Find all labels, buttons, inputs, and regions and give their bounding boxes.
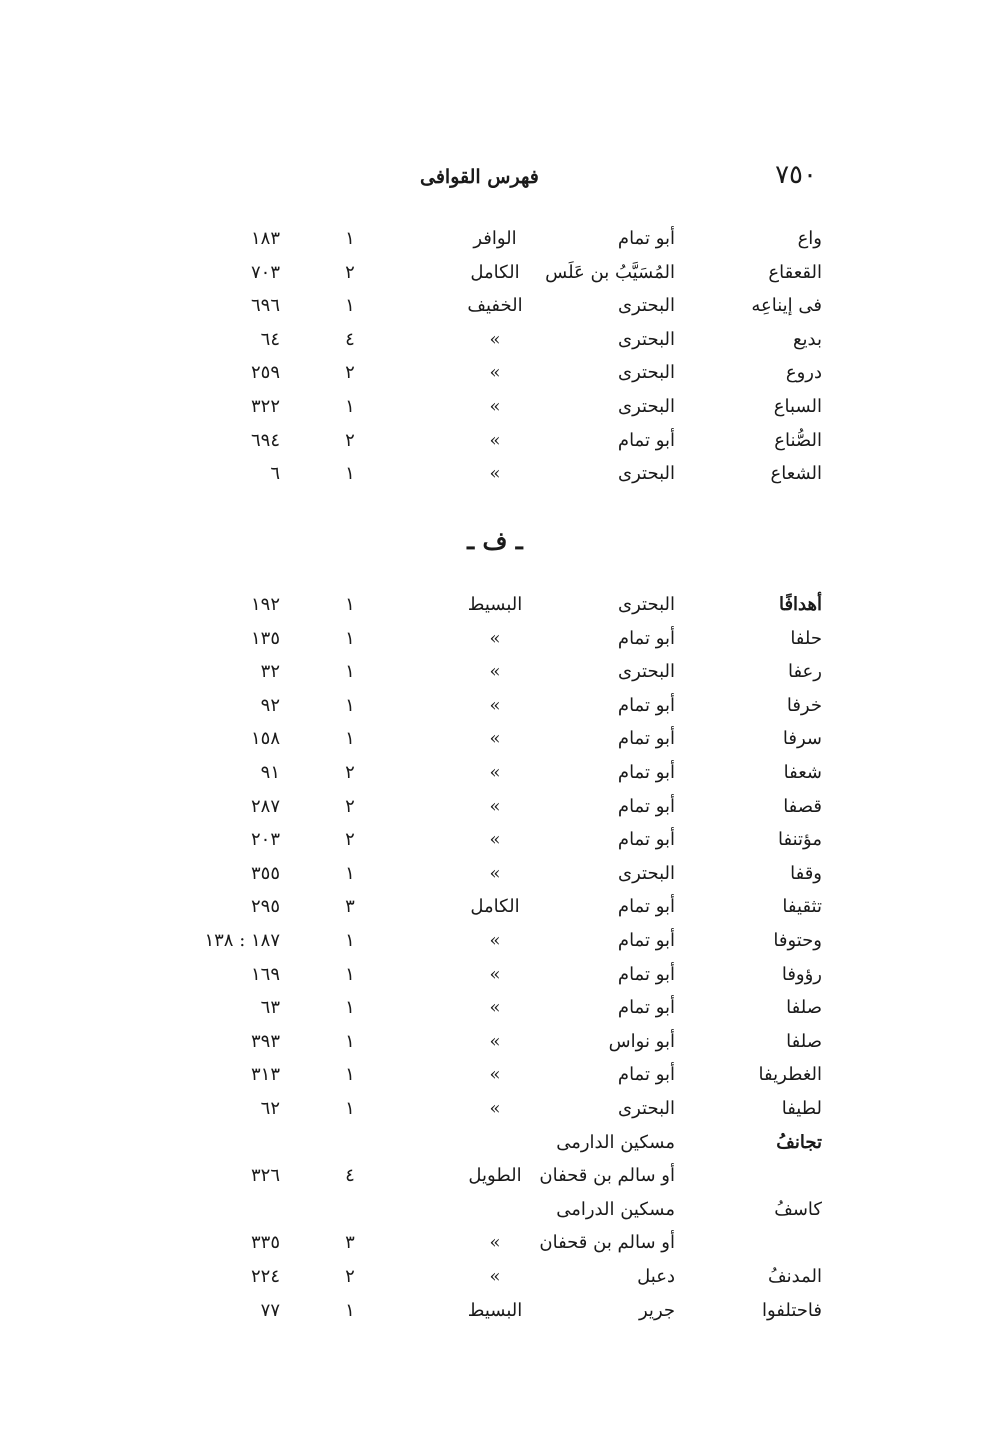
poet-cell: البحترى	[618, 594, 675, 615]
count-cell: ١	[345, 930, 355, 951]
rhyme-cell: صلفا	[786, 1030, 822, 1052]
index-row	[0, 829, 1005, 863]
index-row	[0, 1165, 1005, 1199]
meter-cell: »	[489, 463, 501, 485]
index-row	[0, 430, 1005, 464]
index-row	[0, 1232, 1005, 1266]
meter-cell: الكامل	[470, 261, 520, 283]
poet-cell: أبو تمام	[617, 762, 675, 783]
page-ref-cell: ٣٢	[260, 661, 280, 683]
index-row	[0, 1031, 1005, 1065]
page-ref-cell: ٦٤	[260, 328, 280, 350]
meter-cell: »	[489, 694, 501, 716]
poet-cell: البحترى	[618, 328, 675, 350]
index-row	[0, 1199, 1005, 1233]
page-ref-cell: ٦٩٤	[250, 429, 280, 451]
rhyme-cell: الصُّناع	[774, 429, 822, 451]
index-row	[0, 896, 1005, 930]
page-ref-cell: ٧٠٣	[250, 261, 280, 283]
index-row	[0, 463, 1005, 497]
poet-cell: البحترى	[618, 661, 675, 683]
poet-cell: المُسَيَّبُ بن عَلَس	[545, 261, 675, 283]
page-ref-cell: ٣٢٢	[250, 396, 280, 417]
page-ref-cell: ٢٢٤	[250, 1266, 280, 1287]
rhyme-cell: شعفا	[783, 762, 822, 783]
poet-cell: البحترى	[618, 862, 675, 884]
poet-cell: مسكين الدارمى	[556, 1131, 675, 1153]
count-cell: ١	[345, 1299, 355, 1321]
poet-cell: جرير	[639, 1299, 675, 1321]
count-cell: ١	[345, 963, 355, 985]
index-row	[0, 1300, 1005, 1334]
index-row	[0, 1132, 1005, 1166]
meter-cell: »	[489, 762, 501, 783]
poet-cell: البحترى	[618, 396, 675, 417]
index-row	[0, 762, 1005, 796]
index-row	[0, 295, 1005, 329]
meter-cell: الطويل	[468, 1165, 522, 1187]
count-cell: ٢	[345, 429, 355, 451]
poet-cell: أبو تمام	[617, 694, 675, 716]
index-row	[0, 628, 1005, 662]
poet-cell: دعبل	[637, 1266, 675, 1287]
meter-cell: »	[489, 1030, 501, 1052]
poet-cell: أبو تمام	[617, 829, 675, 851]
count-cell: ١	[345, 728, 355, 750]
page-ref-cell: ٦	[270, 463, 280, 485]
poet-cell: أو سالم بن قحفان	[539, 1165, 675, 1187]
count-cell: ٣	[345, 1232, 355, 1254]
rhyme-cell: الشعاع	[770, 463, 822, 485]
meter-cell: »	[489, 1232, 501, 1254]
rhyme-cell: أهدافًا	[778, 594, 822, 615]
meter-cell: البسيط	[467, 1299, 523, 1321]
rhyme-cell: الغطريفا	[758, 1064, 822, 1086]
meter-cell: البسيط	[467, 594, 523, 615]
index-row	[0, 228, 1005, 262]
meter-cell: »	[489, 930, 501, 951]
count-cell: ١	[345, 228, 355, 249]
page-ref-cell: ٢٩٥	[250, 896, 280, 918]
rhyme-cell: رؤوفا	[781, 963, 822, 985]
count-cell: ١	[345, 1098, 355, 1119]
count-cell: ١	[345, 997, 355, 1019]
count-cell: ١	[345, 594, 355, 615]
meter-cell: »	[489, 862, 501, 884]
count-cell: ١	[345, 463, 355, 485]
poet-cell: أبو نواس	[608, 1030, 675, 1052]
poet-cell: البحترى	[618, 295, 675, 317]
count-cell: ١	[345, 627, 355, 649]
count-cell: ٢	[345, 795, 355, 817]
count-cell: ٢	[345, 1266, 355, 1287]
count-cell: ١	[345, 1030, 355, 1052]
rhyme-cell: رعفا	[787, 661, 822, 683]
index-row	[0, 594, 1005, 628]
rhyme-cell: المدنفُ	[768, 1266, 822, 1287]
page-ref-cell: ٢٠٣	[250, 829, 280, 851]
page-ref-cell: ٦٣	[260, 997, 280, 1019]
rhyme-cell: القعقاع	[768, 261, 822, 283]
meter-cell: »	[489, 429, 501, 451]
rhyme-cell: تثقيفا	[782, 896, 822, 918]
page-ref-cell: ١٨٧ : ١٣٨	[204, 930, 280, 951]
index-row	[0, 329, 1005, 363]
page-ref-cell: ٢٥٩	[250, 362, 280, 384]
page-ref-cell: ٧٧	[260, 1299, 280, 1321]
index-row	[0, 262, 1005, 296]
page-header	[0, 160, 1005, 200]
rhyme-cell: سرفا	[782, 728, 822, 750]
poet-cell: أبو تمام	[617, 627, 675, 649]
count-cell: ٣	[345, 896, 355, 918]
page-ref-cell: ٣٥٥	[250, 862, 280, 884]
rhyme-cell: وحتوفا	[773, 930, 822, 951]
page-ref-cell: ٣٢٦	[250, 1165, 280, 1187]
rhyme-cell: كاسفُ	[774, 1198, 822, 1220]
running-title: فهرس القوافى	[420, 166, 539, 188]
page-ref-cell: ٩١	[260, 762, 280, 783]
poet-cell: أو سالم بن قحفان	[539, 1232, 675, 1254]
count-cell: ١	[345, 661, 355, 683]
meter-cell: »	[489, 661, 501, 683]
meter-cell: »	[489, 627, 501, 649]
meter-cell: »	[489, 997, 501, 1019]
section-heading-fa: ـ ف ـ	[467, 526, 523, 555]
index-row	[0, 661, 1005, 695]
rhyme-cell: واع	[797, 228, 822, 249]
count-cell: ١	[345, 396, 355, 417]
index-row	[0, 362, 1005, 396]
rhyme-cell: مؤتنفا	[778, 829, 822, 851]
count-cell: ٢	[345, 762, 355, 783]
poet-cell: أبو تمام	[617, 930, 675, 951]
poet-cell: البحترى	[618, 362, 675, 384]
meter-cell: »	[489, 795, 501, 817]
count-cell: ٤	[345, 1165, 355, 1187]
poet-cell: أبو تمام	[617, 896, 675, 918]
page-ref-cell: ١٥٨	[250, 728, 280, 750]
count-cell: ٢	[345, 829, 355, 851]
rhyme-cell: لطيفا	[781, 1098, 822, 1119]
count-cell: ٢	[345, 362, 355, 384]
count-cell: ١	[345, 862, 355, 884]
index-row	[0, 997, 1005, 1031]
meter-cell: »	[489, 1266, 501, 1287]
poet-cell: أبو تمام	[617, 795, 675, 817]
meter-cell: »	[489, 963, 501, 985]
rhyme-cell: حلفا	[790, 627, 822, 649]
rhyme-cell: فى إيناعِه	[751, 295, 822, 317]
meter-cell: »	[489, 1098, 501, 1119]
page-ref-cell: ٣٩٣	[250, 1030, 280, 1052]
poet-cell: أبو تمام	[617, 429, 675, 451]
index-row	[0, 695, 1005, 729]
count-cell: ١	[345, 694, 355, 716]
rhyme-cell: خرفا	[786, 694, 822, 716]
meter-cell: الخفيف	[467, 295, 523, 317]
meter-cell: الوافر	[473, 228, 517, 249]
page-ref-cell: ٦٩٦	[250, 295, 280, 317]
page-number: ٧٥٠	[775, 160, 817, 190]
index-row	[0, 1064, 1005, 1098]
poet-cell: أبو تمام	[617, 997, 675, 1019]
count-cell: ٤	[345, 328, 355, 350]
poet-cell: أبو تمام	[617, 728, 675, 750]
rhyme-cell: بديع	[792, 328, 822, 350]
poet-cell: البحترى	[618, 463, 675, 485]
index-row	[0, 396, 1005, 430]
count-cell: ٢	[345, 261, 355, 283]
rhyme-cell: دروع	[785, 362, 822, 384]
meter-cell: »	[489, 328, 501, 350]
index-row	[0, 796, 1005, 830]
rhyme-cell: فاحتلفوا	[761, 1299, 822, 1321]
index-row	[0, 964, 1005, 998]
page-ref-cell: ٣٣٥	[250, 1232, 280, 1254]
rhyme-cell: السباع	[773, 396, 822, 417]
page-ref-cell: ٣١٣	[250, 1064, 280, 1086]
meter-cell: »	[489, 396, 501, 417]
index-row	[0, 728, 1005, 762]
rhyme-cell: صلفا	[786, 997, 822, 1019]
index-row	[0, 1098, 1005, 1132]
page-ref-cell: ٢٨٧	[250, 795, 280, 817]
poet-cell: البحترى	[618, 1098, 675, 1119]
rhyme-cell: قصفا	[783, 795, 822, 817]
index-row	[0, 863, 1005, 897]
meter-cell: »	[489, 728, 501, 750]
meter-cell: »	[489, 829, 501, 851]
page-ref-cell: ١٨٣	[250, 228, 280, 249]
meter-cell: »	[489, 1064, 501, 1086]
count-cell: ١	[345, 1064, 355, 1086]
page-ref-cell: ١٣٥	[250, 627, 280, 649]
poet-cell: أبو تمام	[617, 228, 675, 249]
poet-cell: أبو تمام	[617, 1064, 675, 1086]
poet-cell: أبو تمام	[617, 963, 675, 985]
meter-cell: الكامل	[470, 896, 520, 918]
page-ref-cell: ١٩٢	[250, 594, 280, 615]
rhyme-cell: تجانفُ	[776, 1131, 822, 1153]
rhyme-cell: وقفا	[790, 862, 822, 884]
count-cell: ١	[345, 295, 355, 317]
page-ref-cell: ٩٢	[260, 694, 280, 716]
index-row	[0, 1266, 1005, 1300]
page-ref-cell: ١٦٩	[250, 963, 280, 985]
poet-cell: مسكين الدرامى	[556, 1198, 675, 1220]
meter-cell: »	[489, 362, 501, 384]
index-row	[0, 930, 1005, 964]
page-ref-cell: ٦٢	[260, 1098, 280, 1119]
